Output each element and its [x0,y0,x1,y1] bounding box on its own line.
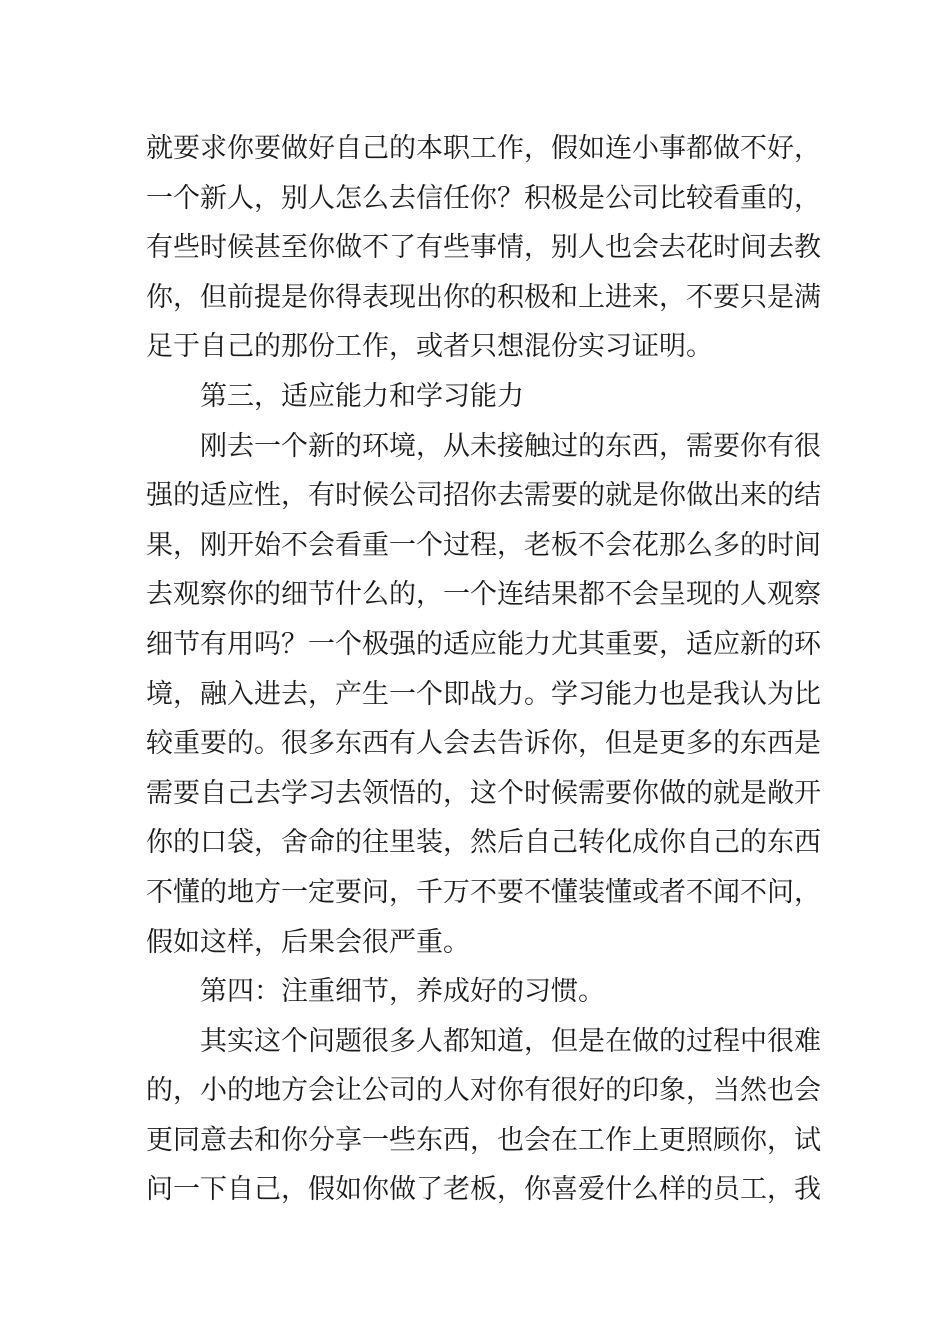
text-line: 的，小的地方会让公司的人对你有很好的印象，当然也会 [146,1075,821,1107]
text-line: 果，刚开始不会看重一个过程，老板不会花那么多的时间 [146,529,821,561]
text-line: 较重要的。很多东西有人会去告诉你，但是更多的东西是 [146,728,821,760]
text-line: 其实这个问题很多人都知道，但是在做的过程中很难 [200,1025,821,1057]
text-line: 有些时候甚至你做不了有些事情，别人也会去花时间去教 [146,232,821,264]
text-line: 你，但前提是你得表现出你的积极和上进来，不要只是满 [146,281,821,313]
text-line: 去观察你的细节什么的，一个连结果都不会呈现的人观察 [146,579,821,611]
text-line: 细节有用吗？一个极强的适应能力尤其重要，适应新的环 [146,628,821,660]
body-text [146,124,821,1215]
text-line: 就要求你要做好自己的本职工作，假如连小事都做不好， [146,133,821,164]
text-line: 不懂的地方一定要问，千万不要不懂装懂或者不闻不问， [146,876,821,908]
text-line: 境，融入进去，产生一个即战力。学习能力也是我认为比 [146,678,821,710]
text-line: 需要自己去学习去领悟的，这个时候需要你做的就是敞开 [146,777,821,809]
section-heading-3: 第三，适应能力和学习能力 [200,380,524,412]
text-line: 强的适应性，有时候公司招你去需要的就是你做出来的结 [146,480,821,512]
text-line: 假如这样，后果会很严重。 [146,926,470,958]
text-line: 刚去一个新的环境，从未接触过的东西，需要你有很 [200,430,821,462]
section-heading-4: 第四：注重细节，养成好的习惯。 [200,976,605,1008]
text-line: 你的口袋，舍命的往里装，然后自己转化成你自己的东西 [146,827,821,859]
text-line: 足于自己的那份工作，或者只想混份实习证明。 [146,331,713,363]
text-line: 更同意去和你分享一些东西，也会在工作上更照顾你，试 [146,1124,821,1156]
text-line: 一个新人，别人怎么去信任你？积极是公司比较看重的， [146,182,821,214]
text-line: 问一下自己，假如你做了老板，你喜爱什么样的员工，我 [146,1174,821,1206]
